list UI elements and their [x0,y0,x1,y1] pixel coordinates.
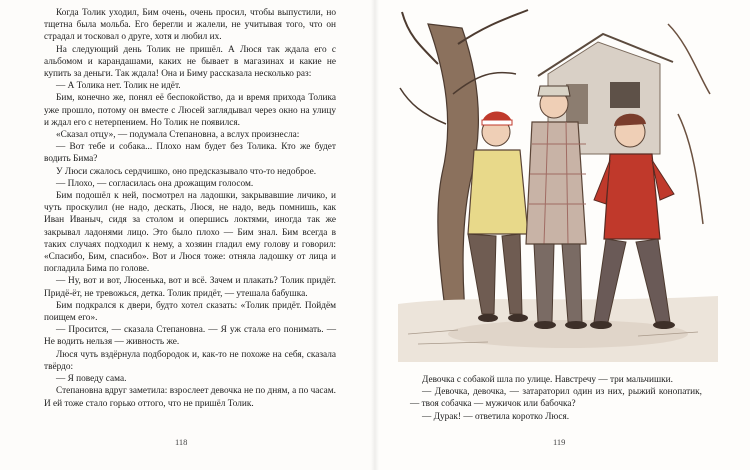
paragraph: Бим подкрался к двери, будто хотел сказать: «Толик придёт. Пойдём поищем его». [44,300,336,324]
page-number-right: 119 [553,437,566,447]
paragraph: Девочка с собакой шла по улице. Навстречу — три мальчишки. [422,375,673,385]
paragraph: — Я поведу сама. [56,374,127,385]
paragraph: На следующий день Толик не пришёл. А Люся так ждала его с альбомом и карандашами, каких не бывает в магазинах и какие не купить за деньги. Так ждала! Она и Биму рассказала несколько раз: [44,44,336,80]
paragraph: — Дурак! — ответила коротко Люся. [422,411,570,422]
right-page-text [410,374,702,423]
paragraph: Бим, конечно же, понял её беспокойство, да и время прихода Толика уже прошло, потому он вместе с Люсей заглядывал через окно на улицу и ждал его с нетерпением. Но Толик не появился. [44,93,336,128]
page-number-left: 118 [175,437,188,447]
paragraph: Когда Толик уходил, Бим очень, очень просил, чтобы выпустили, но тщетна была мольба. Его берегли и жалели, не учитывая того, что он страдал и тосковал о друге, хотя и любил их. [44,8,336,43]
paragraph: — Плохо, — согласилась она дрожащим голосом. [56,178,254,189]
paragraph: — Девочка, девочка, — затараторил один из них, рыжий конопатик, — твоя собачка — мужичок или бабочка? [410,387,702,410]
paragraph: «Сказал отцу», — подумала Степановна, а вслух произнесла: [56,130,300,141]
paragraph: У Люси сжалось сердчишко, оно предсказывало что-то недоброе. [56,166,317,177]
book-gutter [371,0,379,470]
paragraph: Степановна вдруг заметила: взрослеет девочка не по дням, а по часам. И ей тоже стало горько оттого, что не пришёл Толик. [44,386,336,409]
paragraph: Бим подошёл к ней, посмотрел на ладошки, закрывавшие личико, и чуть проскулил (не надо, дескать, Люся, не надо, ведь помнишь, как Иван Иваныч, сидя за столом и опершись локтями, иногда так же закрывал ладонями лицо. Это было плохо — Бим знал. Бим всегда в таких случаях подходил к нему, а хозяин гладил ему голову и говорил: «Спасибо, Бим, спасибо». Вот и Люся тоже: отняла ладошку от лица и погладила Бима по голове. [44,191,336,275]
paragraph: Люся чуть вздёрнула подбородок и, как-то не похоже на себя, сказала твёрдо: [44,349,336,372]
paragraph: — А Толика нет. Толик не идёт. [56,81,181,92]
three-boys-drawing-icon [398,4,718,362]
left-page-text [44,7,336,410]
paragraph: — Вот тебе и собака... Плохо нам будет без Толика. Кто же будет водить Бима? [44,142,336,165]
paragraph: — Просится, — сказала Степановна. — Я уж стала его понимать. — Не водить нельзя — живность же. [44,325,336,348]
paragraph: — Ну, вот и вот, Люсенька, вот и всё. Зачем и плакать? Толик придёт. Придё-ёт, не тревожься, детка. Толик придёт, — утешала бабушка. [44,276,336,299]
